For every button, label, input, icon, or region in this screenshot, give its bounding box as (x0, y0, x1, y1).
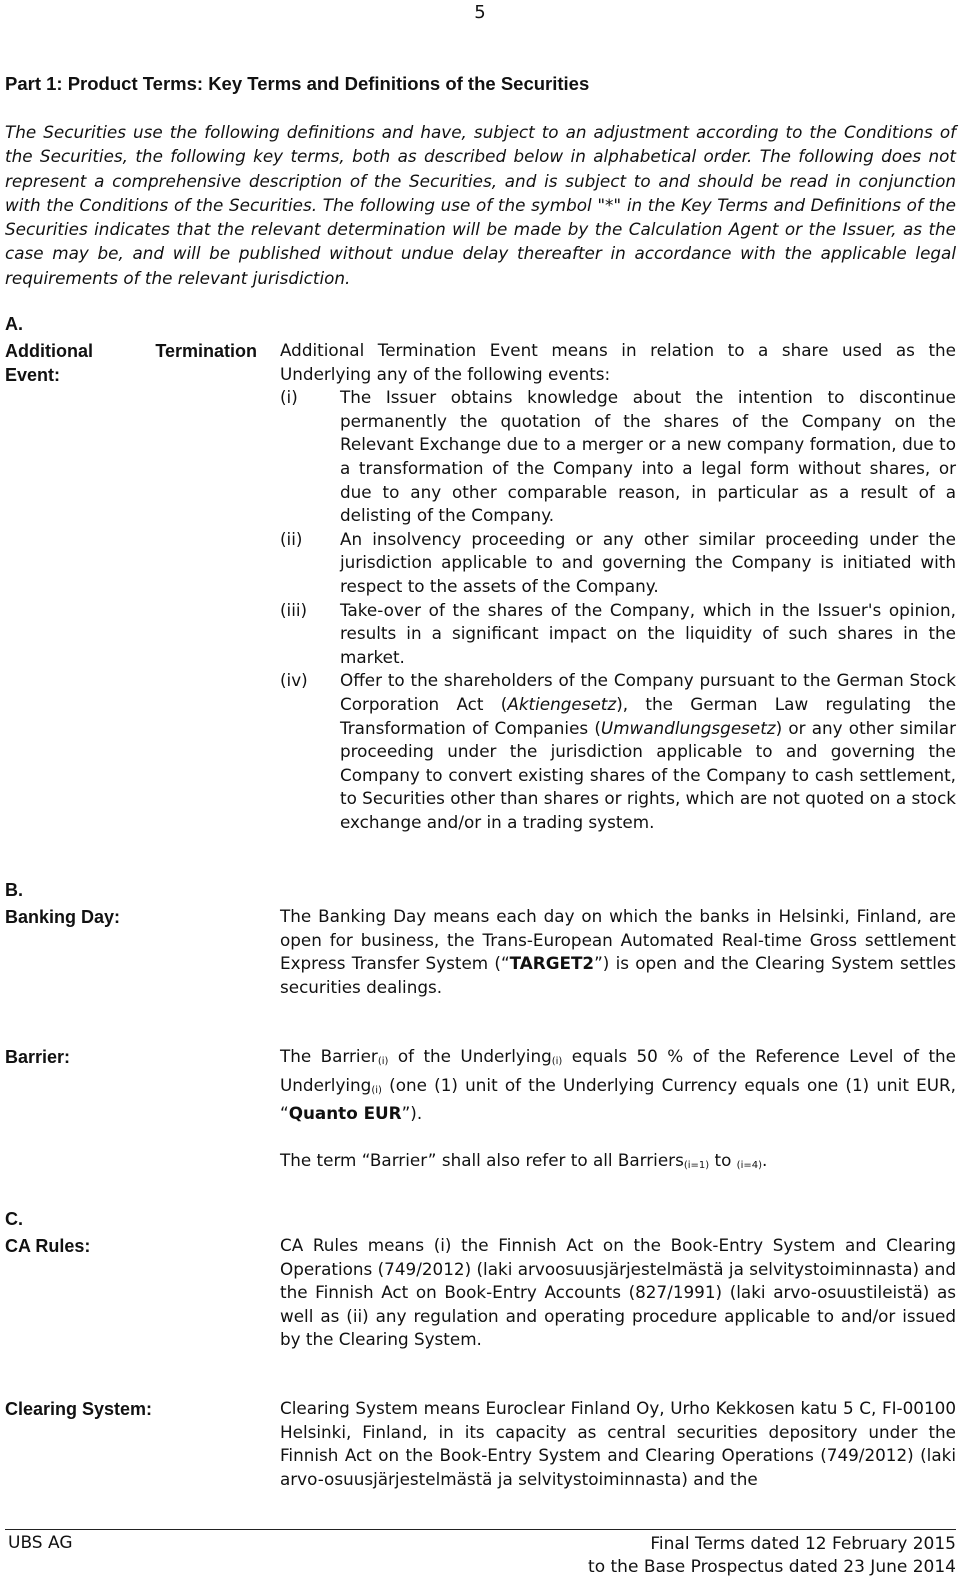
bold-term: Quanto EUR (288, 1103, 402, 1124)
list-item-text: Take-over of the shares of the Company, which in the Issuer's opinion, results in a significant impact on the liquidity of such shares in the market. (340, 599, 956, 667)
list-item (280, 669, 956, 834)
italic-term: Aktiengesetz (507, 693, 617, 714)
list-item-number: (iv) (280, 670, 308, 691)
intro-text: The Securities use the following definitions and have, subject to an adjustment according to the Conditions of the Securities, the following key terms, both as described below in alphabetical order. The following does not represent a comprehensive description of the Securities, and is subject to and should be read in conjunction with the Conditions of the Securities. The following use of the symbol "*" in the Key Terms and Definitions of the Securities indicates that the relevant determination will be made by the Calculation Agent or the Issuer, as the case may be, and will be published without undue delay thereafter in accordance with the applicable legal requirements of the relevant jurisdiction. (5, 122, 956, 288)
definition-text: CA Rules means (i) the Finnish Act on the Book-Entry System and Clearing Operations (749/2012) (laki arvoosuusjärjestelmästä ja selvitystoiminnasta) and the Finnish Act on Book-Entry Accounts (827/1991) (laki arvo-osuustileistä) as well as (ii) any regulation and operating procedure applicable to and/or issued by the Clearing System. (280, 1235, 956, 1350)
list-item-text: Offer to the shareholders of the Company pursuant to the German Stock Corporation Act (Aktiengesetz), the German Law regulating the Transformation of Companies (Umwandlungsgesetz) or any other similar proceeding under the jurisdiction applicable to and governing the Company to convert existing shares of the Company to cash settlement, to Securities other than shares or rights, which are not quoted on a stock exchange and/or in a trading system. (340, 670, 957, 832)
list-item-text: The Issuer obtains knowledge about the intention to discontinue permanently the quotation of the shares of the Company on the Relevant Exchange due to a merger or a new company formation, due to a transformation of the Company into a legal form without shares, or due to any other comparable reason, in particular as a result of a delisting of the Company. (340, 387, 956, 526)
term-def-ca-rules (280, 1234, 956, 1352)
definition-lead: Additional Termination Event means in relation to a share used as the Underlying any of the following events: (280, 340, 956, 384)
section-letter-b: B. (5, 880, 23, 900)
bold-term: TARGET2 (509, 953, 595, 974)
list-item-number: (ii) (280, 528, 303, 549)
section-letter-c: C. (5, 1209, 23, 1229)
list-item-number: (i) (280, 387, 298, 408)
list-item (280, 528, 956, 599)
term-label-additional-termination-event (5, 339, 257, 387)
term-label-clearing-system: Clearing System: (5, 1399, 153, 1419)
term-label-ca-rules: CA Rules: (5, 1236, 91, 1256)
footer-base-prospectus: to the Base Prospectus dated 23 June 2014 (588, 1557, 956, 1577)
page-number: 5 (474, 2, 486, 23)
footer-dates (588, 1533, 956, 1579)
list-item-text: An insolvency proceeding or any other similar proceeding under the jurisdiction applicable to and governing the Company is initiated with respect to the assets of the Company. (340, 528, 956, 596)
term-label-part: Additional (5, 341, 93, 361)
part-title: Part 1: Product Terms: Key Terms and Definitions of the Securities (5, 73, 590, 94)
footer-issuer: UBS AG (8, 1533, 73, 1553)
definition-text: The Banking Day means each day on which the banks in Helsinki, Finland, are open for business, the Trans-European Automated Real-time Gross settlement Express Transfer System (“TARGET2”) is open and the Clearing System settles securities dealings. (280, 906, 956, 997)
definition-text: The Barrier$_{(i)}$ of the Underlying$_{(i)}$ equals 50 % of the Reference Level of the Underlying$_{(i)}$ (one (1) unit of the Underlying Currency equals one (1) unit EUR, “Quanto EUR”). (280, 1046, 956, 1124)
italic-term: Umwandlungsgesetz (600, 717, 776, 738)
term-label-barrier: Barrier: (5, 1047, 71, 1067)
footer-final-terms: Final Terms dated 12 February 2015 (650, 1534, 956, 1554)
footer-divider (5, 1529, 956, 1530)
term-label-banking-day: Banking Day: (5, 907, 121, 927)
definition-text: Clearing System means Euroclear Finland Oy, Urho Kekkosen katu 5 C, FI-00100 Helsinki, Finland, in its capacity as central securities depository under the Finnish Act on the Book-Entry System and Clearing Operations (749/2012) (laki arvo-osuusjärjestelmästä ja selvitystoiminnasta) and the (280, 1398, 956, 1489)
intro-paragraph (5, 120, 956, 290)
section-letter-a: A. (5, 314, 23, 334)
term-label-part: Event: (5, 365, 61, 385)
term-def-barrier (280, 1045, 956, 1177)
term-label-part: Termination (155, 341, 257, 361)
term-def-additional-termination-event (280, 339, 956, 834)
term-def-banking-day (280, 905, 956, 999)
definition-text: The term “Barrier” shall also refer to all Barriers$_{(i=1)}$ to $_{(i=4)}$. (280, 1149, 768, 1171)
list-item (280, 386, 956, 528)
term-def-clearing-system (280, 1397, 956, 1491)
list-item (280, 599, 956, 670)
event-list (280, 386, 956, 834)
list-item-number: (iii) (280, 599, 308, 620)
